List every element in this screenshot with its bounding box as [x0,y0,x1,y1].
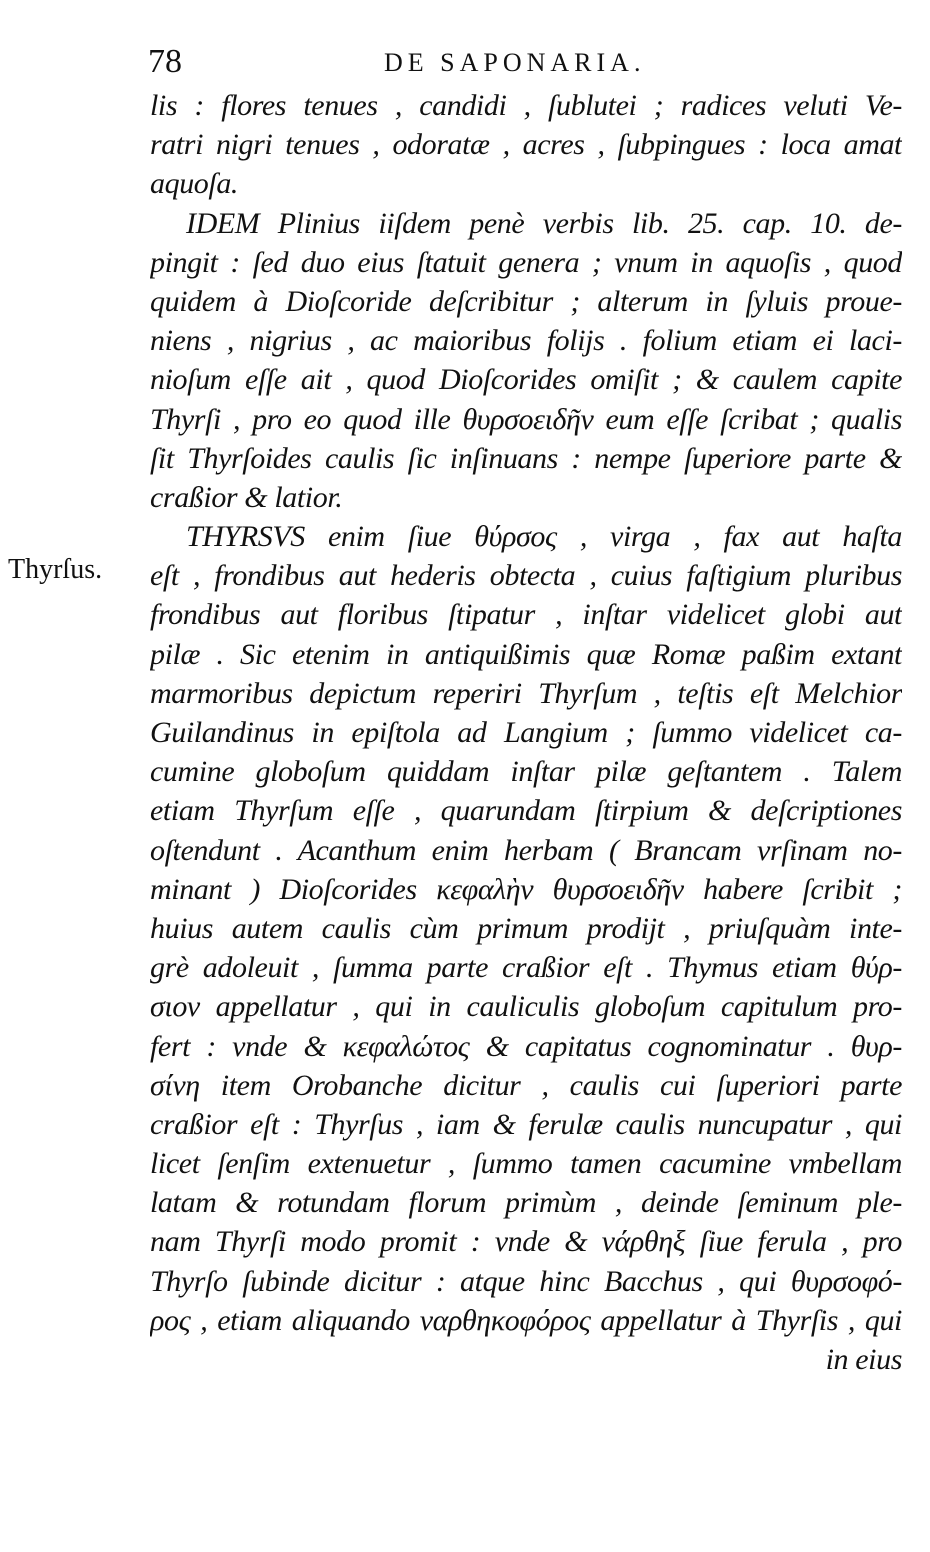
text-line: oſtendunt . Acanthum enim herbam ( Brancam vrſinam no- [150,833,902,867]
margin-note: Thyrſus. [8,554,103,585]
text-line: Guilandinus in epiſtola ad Langium ; ſummo videlicet ca- [150,716,902,749]
text-line: ρος , etiam aliquando ναρθηκοφόρος appellatur à Thyrſis , qui [150,1303,902,1337]
running-title: DE SAPONARIA. [384,48,646,77]
text-line: huius autem caulis cùm primum prodijt , priuſquàm inte- [150,911,902,945]
text-line: σίνη item Orobanche dicitur , caulis cui ſuperiori parte [150,1068,902,1102]
text-line: marmoribus depictum reperiri Thyrſum , teſtis eſt Melchior [150,676,902,710]
text-line: pingit : ſed duo eius ſtatuit genera ; vnum in aquoſis , quod [150,245,902,279]
page-number: 78 [148,43,182,80]
text-line: latam & rotundam florum primùm , deinde ſeminum ple- [150,1186,902,1220]
text-line: grè adoleuit , ſumma parte craßior eſt . Thymus etiam θύρ- [150,951,902,985]
text-line: quidem à Dioſcoride deſcribitur ; alterum in ſyluis proue- [150,284,902,318]
text-line: licet ſenſim extenuetur , ſummo tamen cacumine vmbellam [150,1147,902,1181]
text-line: Thyrſi , pro eo quod ille θυρσοειδῆν eum eſſe ſcribat ; qualis [150,402,902,436]
body-text [150,86,902,1379]
running-head [148,42,888,82]
text-line: pilæ . Sic etenim in antiquißimis quæ Romæ paßim extant [150,637,902,671]
text-line: nam Thyrſi modo promit : vnde & νάρθηξ ſiue ferula , pro [150,1225,902,1259]
text-line: THYRSVS enim ſiue θύρσος , virga , fax aut haſta [186,520,902,554]
text-line: nioſum eſſe ait , quod Dioſcorides omiſit ; & caulem capite [150,363,902,397]
text-line: etiam Thyrſum eſſe , quarundam ſtirpium & deſcriptiones [150,794,902,828]
text-line: ſit Thyrſoides caulis ſic inſinuans : nempe ſuperiore parte & [150,441,902,475]
text-line: lis : flores tenues , candidi , ſublutei ; radices veluti Ve- [150,89,902,122]
text-line: niens , nigrius , ac maioribus folijs . folium etiam ei laci- [150,324,902,358]
text-line: Thyrſo ſubinde dicitur : atque hinc Bacchus , qui θυρσοφό- [150,1264,902,1298]
text-line: craßior & latior. [150,480,343,514]
text-line: craßior eſt : Thyrſus , iam & ferulæ caulis nuncupatur , qui [150,1107,902,1141]
text-line: IDEM Plinius iiſdem penè verbis lib. 25. cap. 10. de- [186,206,902,240]
text-line: σιον appellatur , qui in cauliculis globoſum capitulum pro- [150,990,902,1024]
text-line: cumine globoſum quiddam inſtar pilæ geſtantem . Talem [150,755,902,789]
text-line: aquoſa. [150,167,239,201]
text-line: minant ) Dioſcorides κεφαλὴν θυρσοειδῆν habere ſcribit ; [150,872,902,906]
text-line: frondibus aut floribus ſtipatur , inſtar videlicet globi aut [150,598,902,632]
text-line: eſt , frondibus aut hederis obtecta , cuius faſtigium pluribus [150,559,902,593]
catchword: in eius [825,1343,902,1376]
text-line: ratri nigri tenues , odoratæ , acres , ſubpingues : loca amat [150,128,902,162]
text-line: fert : vnde & κεφαλώτος & capitatus cognominatur . θυρ- [150,1029,902,1063]
